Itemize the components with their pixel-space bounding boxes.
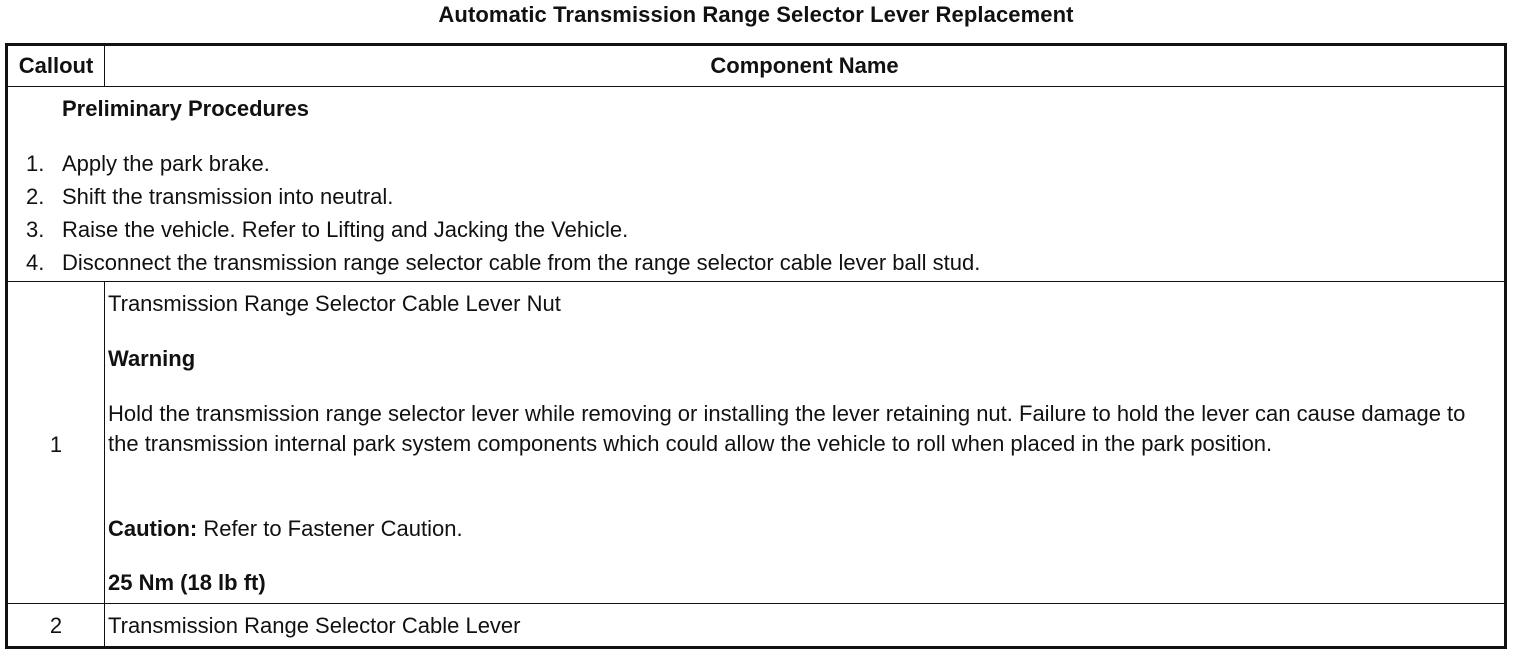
row-2-component: Transmission Range Selector Cable Lever [108, 613, 521, 638]
step-text: Apply the park brake. [62, 151, 270, 176]
row-1-caution-text: Refer to Fastener Caution. [197, 516, 463, 541]
preliminary-steps [8, 147, 980, 279]
procedure-table [5, 43, 1507, 649]
step-number: 2. [26, 184, 45, 209]
row-1-warning-text: Hold the transmission range selector lever while removing or installing the lever retaining nut. Failure to hold the lever can cause damage to the transmission internal park system components which could allow the vehicle to roll when placed in the park position. [108, 401, 1466, 456]
preliminary-heading: Preliminary Procedures [62, 96, 310, 121]
row-1-component: Transmission Range Selector Cable Lever Nut [108, 291, 561, 316]
step-number: 3. [26, 217, 45, 242]
document-title: Automatic Transmission Range Selector Lever Replacement [438, 2, 1074, 27]
step-item [8, 246, 980, 279]
row-1-caution-label: Caution: [108, 516, 198, 541]
row-1-torque: 25 Nm (18 lb ft) [108, 570, 266, 595]
header-column-divider [104, 46, 105, 86]
header-divider [8, 86, 1504, 87]
step-number: 4. [26, 250, 45, 275]
step-text: Disconnect the transmission range selector cable from the range selector cable lever ball stud. [62, 250, 981, 275]
row-1-caution [108, 514, 463, 544]
step-text: Raise the vehicle. Refer to Lifting and Jacking the Vehicle. [62, 217, 629, 242]
row-divider [8, 603, 1504, 604]
step-text: Shift the transmission into neutral. [62, 184, 394, 209]
row-1-warning-label: Warning [108, 346, 196, 371]
step-number: 1. [26, 151, 45, 176]
row-column-divider [104, 281, 105, 646]
step-item [8, 147, 980, 180]
row-1-callout: 1 [49, 432, 63, 457]
preliminary-divider [8, 281, 1504, 282]
step-item [8, 180, 980, 213]
row-2-callout: 2 [49, 613, 63, 638]
header-callout: Callout [18, 53, 94, 78]
header-component-name: Component Name [710, 53, 899, 78]
step-item [8, 213, 980, 246]
